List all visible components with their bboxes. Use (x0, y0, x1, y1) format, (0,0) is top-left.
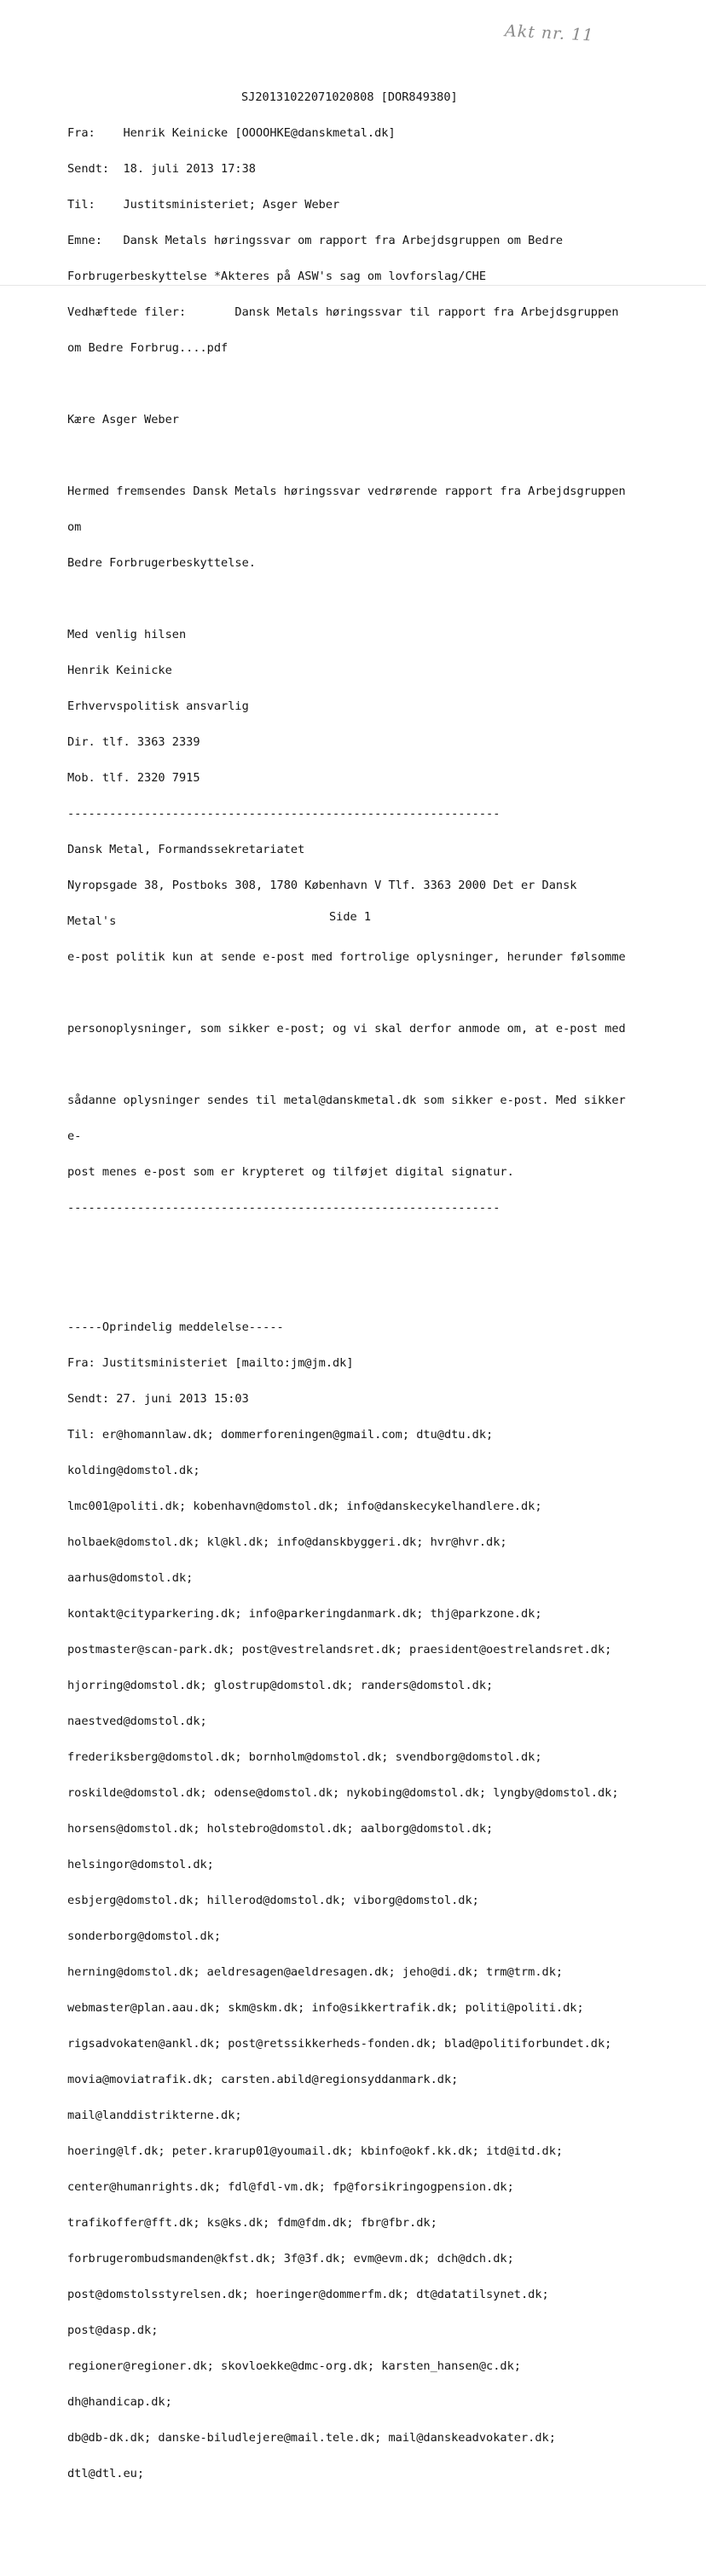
email-body (67, 103, 664, 2575)
policy-line: personoplysninger, som sikker e-post; og vi skal derfor anmode om, at e-post med (67, 1022, 626, 1036)
policy-line: e- (67, 1129, 82, 1143)
message-body-line: Hermed fremsendes Dansk Metals høringssvar vedrørende rapport fra Arbejdsgruppen (67, 484, 626, 498)
separator: -------------------------------------------------------------- (67, 807, 501, 821)
attachments-line-continued: om Bedre Forbrug....pdf (67, 341, 229, 355)
signature-name: Henrik Keinicke (67, 664, 172, 677)
document-id: SJ20131022071020808 [DOR849380] (241, 90, 458, 104)
recipient-line: movia@moviatrafik.dk; carsten.abild@regionsyddanmark.dk; (67, 2073, 459, 2086)
separator: -------------------------------------------------------------- (67, 1201, 501, 1215)
organization-address-continued: Metal's (67, 914, 117, 928)
recipient-line: dtl@dtl.eu; (67, 2467, 145, 2480)
original-message-marker: -----Oprindelig meddelelse----- (67, 1320, 284, 1334)
recipient-line: naestved@domstol.dk; (67, 1714, 207, 1728)
recipient-line: roskilde@domstol.dk; odense@domstol.dk; nykobing@domstol.dk; lyngby@domstol.dk; (67, 1786, 619, 1800)
recipient-line: Til: er@homannlaw.dk; dommerforeningen@gmail.com; dtu@dtu.dk; (67, 1428, 494, 1442)
recipient-line: sonderborg@domstol.dk; (67, 1929, 222, 1943)
recipient-line: post@dasp.dk; (67, 2324, 159, 2337)
recipient-line: kolding@domstol.dk; (67, 1464, 200, 1477)
message-body-line: om (67, 520, 82, 534)
recipient-line: mail@landdistrikterne.dk; (67, 2109, 242, 2122)
recipient-line: db@db-dk.dk; danske-biludlejere@mail.tele.dk; mail@danskeadvokater.dk; (67, 2431, 556, 2445)
recipient-line: holbaek@domstol.dk; kl@kl.dk; info@danskbyggeri.dk; hvr@hvr.dk; (67, 1535, 507, 1549)
sent-line: Sendt: 18. juli 2013 17:38 (67, 162, 256, 176)
subject-line: Emne: Dansk Metals høringssvar om rapport fra Arbejdsgruppen om Bedre (67, 234, 564, 247)
organization-name: Dansk Metal, Formandssekretariatet (67, 843, 305, 856)
policy-line: sådanne oplysninger sendes til metal@danskmetal.dk som sikker e-post. Med sikker (67, 1094, 626, 1107)
recipient-line: trafikoffer@fft.dk; ks@ks.dk; fdm@fdm.dk; fbr@fbr.dk; (67, 2216, 437, 2230)
signature-direct-phone: Dir. tlf. 3363 2339 (67, 735, 200, 749)
closing: Med venlig hilsen (67, 628, 187, 641)
recipient-line: horsens@domstol.dk; holstebro@domstol.dk; aalborg@domstol.dk; (67, 1822, 494, 1836)
organization-address: Nyropsgade 38, Postboks 308, 1780 København V Tlf. 3363 2000 Det er Dansk (67, 879, 577, 892)
recipient-line: postmaster@scan-park.dk; post@vestrelandsret.dk; praesident@oestrelandsret.dk; (67, 1643, 612, 1656)
handwritten-case-number: Akt nr. 11 (504, 21, 594, 45)
attachments-line: Vedhæftede filer: Dansk Metals høringssvar til rapport fra Arbejdsgruppen (67, 305, 619, 319)
recipient-line: frederiksberg@domstol.dk; bornholm@domstol.dk; svendborg@domstol.dk; (67, 1750, 542, 1764)
original-sent-line: Sendt: 27. juni 2013 15:03 (67, 1392, 249, 1406)
recipient-line: dh@handicap.dk; (67, 2395, 172, 2409)
policy-line: post menes e-post som er krypteret og tilføjet digital signatur. (67, 1165, 514, 1179)
recipient-line: regioner@regioner.dk; skovloekke@dmc-org.dk; karsten_hansen@c.dk; (67, 2359, 521, 2373)
recipient-line: helsingor@domstol.dk; (67, 1858, 214, 1871)
recipient-line: webmaster@plan.aau.dk; skm@skm.dk; info@sikkertrafik.dk; politi@politi.dk; (67, 2001, 584, 2015)
signature-title: Erhvervspolitisk ansvarlig (67, 699, 249, 713)
recipient-line: hjorring@domstol.dk; glostrup@domstol.dk; randers@domstol.dk; (67, 1679, 494, 1692)
recipient-line: hoering@lf.dk; peter.krarup01@youmail.dk; kbinfo@okf.kk.dk; itd@itd.dk; (67, 2144, 564, 2158)
subject-line-continued: Forbrugerbeskyttelse *Akteres på ASW's sag om lovforslag/CHE (67, 270, 487, 283)
recipient-line: aarhus@domstol.dk; (67, 1571, 194, 1585)
recipient-line (67, 2539, 664, 2551)
recipient-line: post@domstolsstyrelsen.dk; hoeringer@dommerfm.dk; dt@datatilsynet.dk; (67, 2288, 549, 2301)
from-line: Fra: Henrik Keinicke [OOOOHKE@danskmetal.dk] (67, 126, 396, 140)
to-line: Til: Justitsministeriet; Asger Weber (67, 198, 340, 212)
recipient-line: lmc001@politi.dk; kobenhavn@domstol.dk; info@danskecykelhandlere.dk; (67, 1500, 542, 1513)
recipient-line: herning@domstol.dk; aeldresagen@aeldresagen.dk; jeho@di.dk; trm@trm.dk; (67, 1965, 564, 1979)
recipient-line: forbrugerombudsmanden@kfst.dk; 3f@3f.dk; evm@evm.dk; dch@dch.dk; (67, 2252, 514, 2266)
recipient-line (67, 2503, 664, 2515)
policy-line: e-post politik kun at sende e-post med fortrolige oplysninger, herunder følsomme (67, 950, 626, 964)
message-body-line: Bedre Forbrugerbeskyttelse. (67, 556, 256, 570)
original-from-line: Fra: Justitsministeriet [mailto:jm@jm.dk] (67, 1356, 354, 1370)
greeting: Kære Asger Weber (67, 413, 179, 426)
recipient-line: rigsadvokaten@ankl.dk; post@retssikkerheds-fonden.dk; blad@politiforbundet.dk; (67, 2037, 612, 2051)
recipient-line: center@humanrights.dk; fdl@fdl-vm.dk; fp@forsikringogpension.dk; (67, 2180, 514, 2194)
signature-mobile-phone: Mob. tlf. 2320 7915 (67, 771, 200, 785)
recipient-line: kontakt@cityparkering.dk; info@parkeringdanmark.dk; thj@parkzone.dk; (67, 1607, 542, 1621)
page-number: Side 1 (329, 910, 372, 924)
recipient-line: esbjerg@domstol.dk; hillerod@domstol.dk; viborg@domstol.dk; (67, 1894, 479, 1907)
